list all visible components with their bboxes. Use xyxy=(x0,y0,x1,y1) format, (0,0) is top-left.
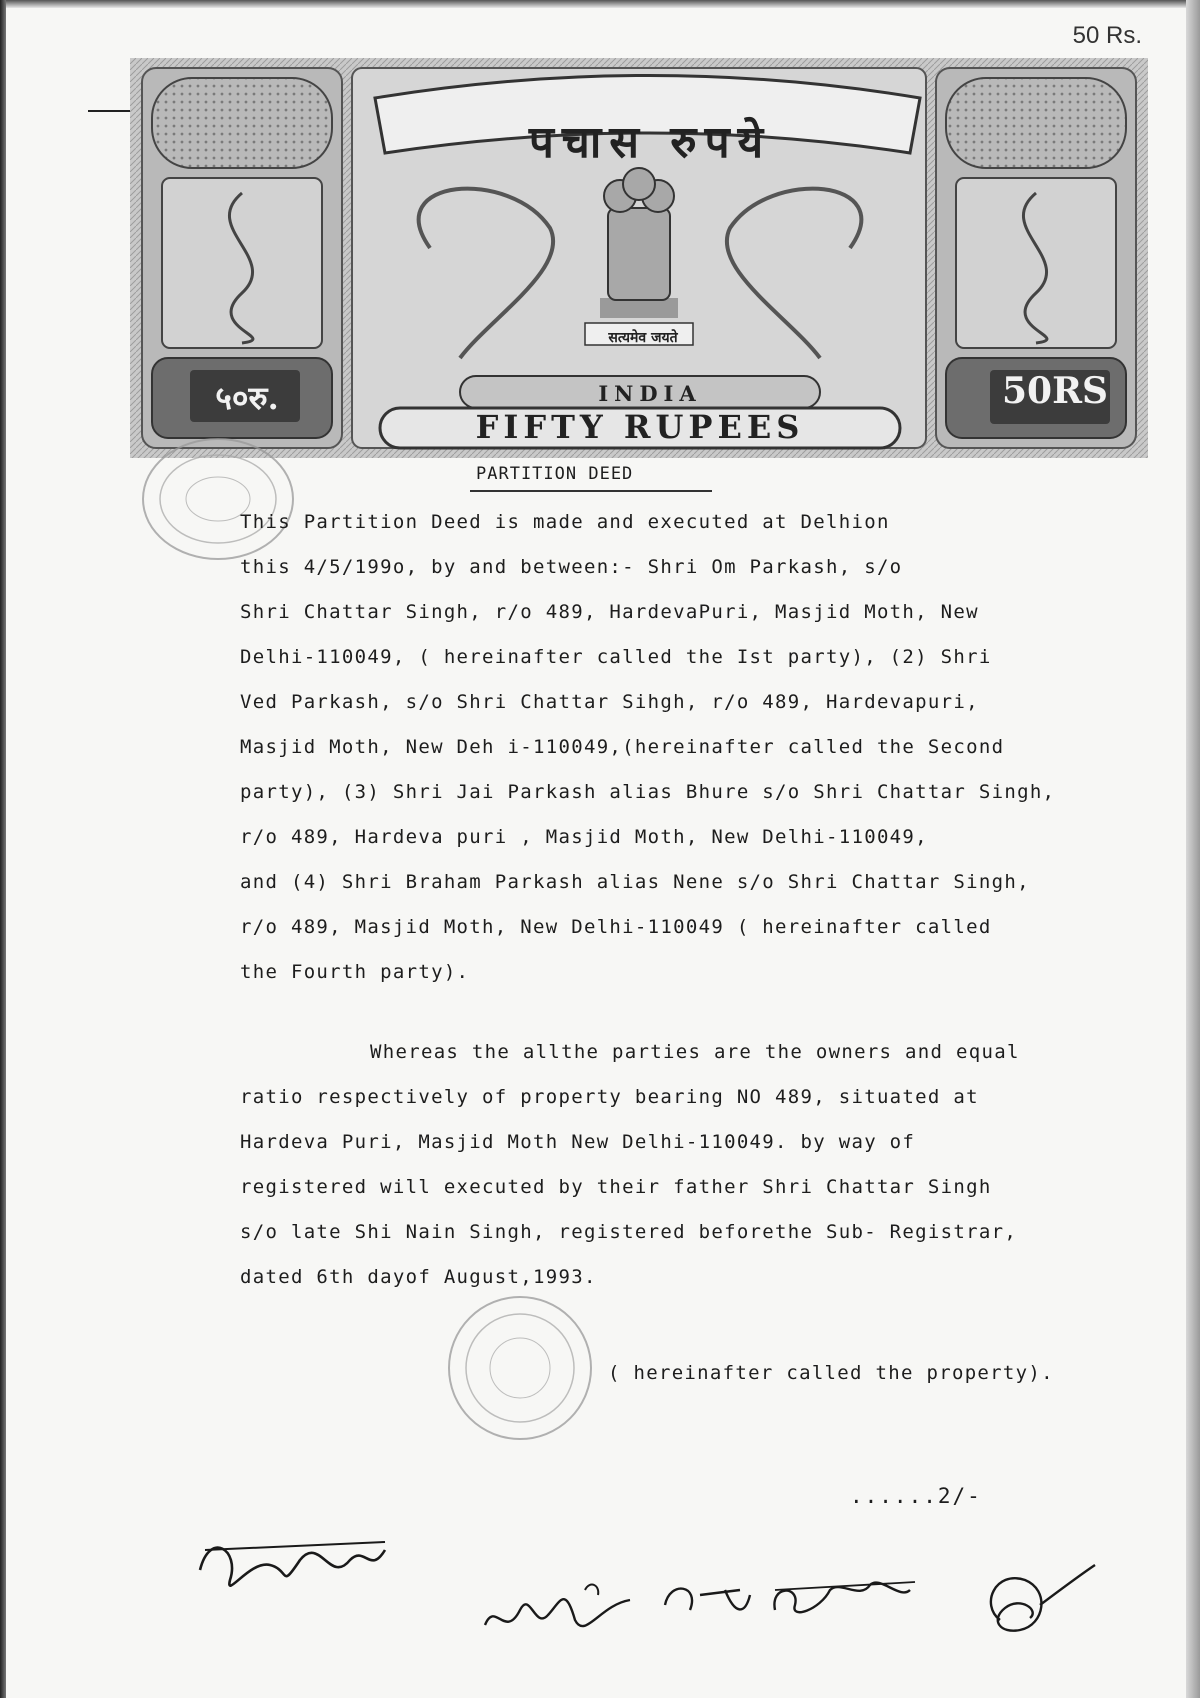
text-line: Whereas the allthe parties are the owners and equal xyxy=(370,1041,1020,1063)
text-line: and (4) Shri Braham Parkash alias Nene s/o Shri Chattar Singh, xyxy=(240,871,1030,893)
text-line: Ved Parkash, s/o Shri Chattar Sihgh, r/o 489, Hardevapuri, xyxy=(240,691,979,713)
page-left-edge-shadow xyxy=(0,0,6,1698)
text-line: Shri Chattar Singh, r/o 489, HardevaPuri, Masjid Moth, New xyxy=(240,601,979,623)
margin-mark xyxy=(88,110,134,112)
stamp-value-note: 50 Rs. xyxy=(1072,22,1142,49)
text-line: s/o late Shi Nain Singh, registered beforethe Sub- Registrar, xyxy=(240,1221,1018,1243)
text-line: registered will executed by their father Shri Chattar Singh xyxy=(240,1176,992,1198)
document-title-underline xyxy=(470,490,712,492)
page-top-edge-shadow xyxy=(0,0,1200,8)
text-line: this 4/5/199o, by and between:- Shri Om Parkash, s/o xyxy=(240,556,903,578)
notary-seal-middle-art xyxy=(450,1298,590,1438)
stamp-country: INDIA xyxy=(598,381,702,406)
paragraph-whereas xyxy=(240,1030,1140,1300)
paragraph-property-definition: ( hereinafter called the property). xyxy=(608,1362,1054,1384)
page-right-edge-shadow xyxy=(1186,0,1200,1698)
document-title: PARTITION DEED xyxy=(476,464,634,484)
signature-party-3 xyxy=(665,1583,910,1613)
paragraph-parties xyxy=(240,500,1140,995)
text-line: party), (3) Shri Jai Parkash alias Bhure s/o Shri Chattar Singh, xyxy=(240,781,1056,803)
text-line: r/o 489, Masjid Moth, New Delhi-110049 ( hereinafter called xyxy=(240,916,992,938)
text-line: the Fourth party). xyxy=(240,961,470,983)
stamp-right-denomination: 50RS xyxy=(1001,370,1108,412)
text-line: Hardeva Puri, Masjid Moth New Delhi-110049. by way of xyxy=(240,1131,916,1153)
text-line: Masjid Moth, New Deh i-110049,(hereinafter called the Second xyxy=(240,736,1005,758)
stamp-denomination-text: FIFTY RUPEES xyxy=(475,408,805,446)
signature-party-2 xyxy=(485,1599,630,1626)
page-continuation-marker: ......2/- xyxy=(850,1484,982,1508)
text-line: dated 6th dayof August,1993. xyxy=(240,1266,597,1288)
stamp-left-denomination: ५०रु. xyxy=(215,379,279,417)
signature-party-4 xyxy=(991,1565,1095,1631)
stamp-hindi-title: पचास रुपये xyxy=(528,117,772,168)
notary-seal-middle xyxy=(448,1296,592,1440)
stamp-motto: सत्यमेव जयते xyxy=(608,330,678,346)
text-line: Delhi-110049, ( hereinafter called the Ist party), (2) Shri xyxy=(240,646,992,668)
text-line: This Partition Deed is made and executed at Delhion xyxy=(240,511,890,533)
signature-party-1 xyxy=(200,1548,385,1586)
stamp-paper-header xyxy=(130,58,1148,458)
text-line: r/o 489, Hardeva puri , Masjid Moth, New Delhi-110049, xyxy=(240,826,928,848)
signatures-art xyxy=(0,1490,1200,1690)
signatures-area xyxy=(0,1490,1200,1690)
text-line: ratio respectively of property bearing NO 489, situated at xyxy=(240,1086,979,1108)
